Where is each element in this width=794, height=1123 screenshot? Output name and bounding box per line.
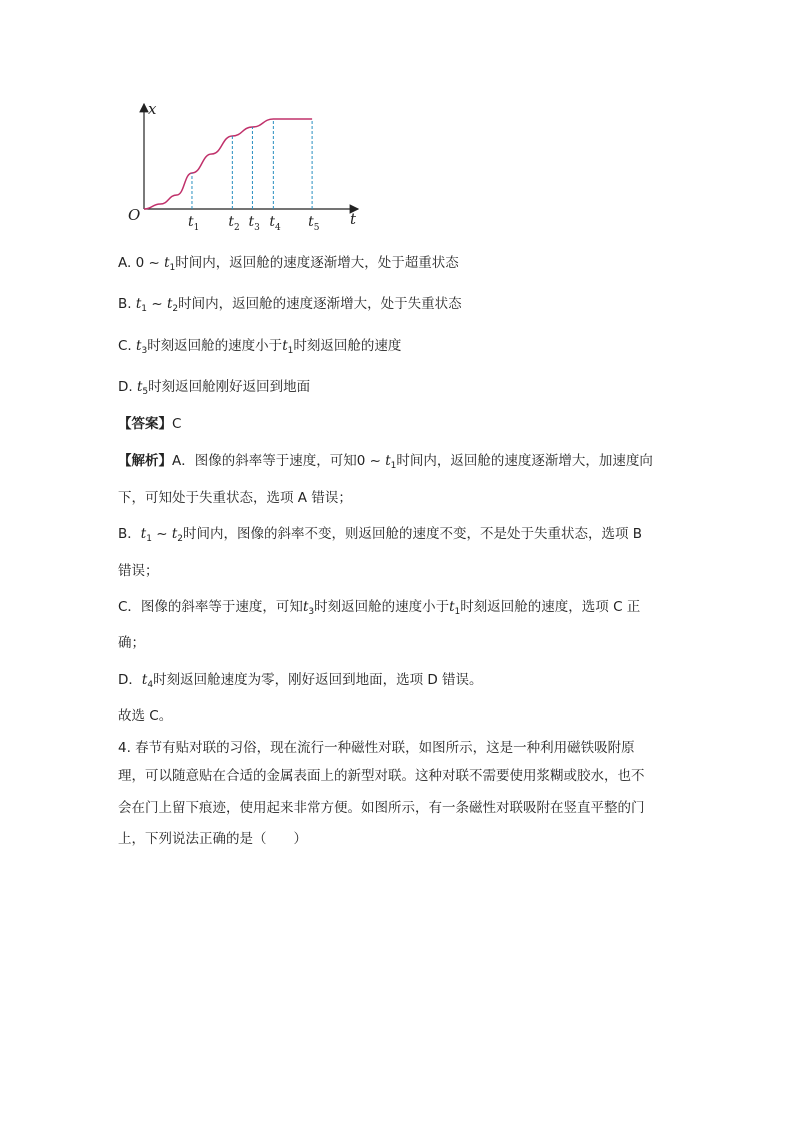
tick-sub-t5: 5 bbox=[313, 223, 320, 233]
tick-sub-t2: 2 bbox=[233, 223, 240, 233]
tick-label-t1: $t_1$ bbox=[187, 214, 200, 233]
option-c-mid: 时刻返回舱的速度小于 bbox=[147, 338, 283, 354]
x-axis-label: t bbox=[350, 210, 357, 228]
analysis-d-line bbox=[118, 670, 483, 695]
analysis-b-t2-sub: 2 bbox=[177, 534, 184, 544]
option-c-label: C. bbox=[118, 338, 132, 354]
option-b-sep: ~ bbox=[147, 296, 167, 312]
option-b bbox=[118, 294, 462, 319]
option-c-t1-sub: 3 bbox=[141, 346, 148, 356]
analysis-b-t1-sub: 1 bbox=[146, 534, 152, 544]
option-b-label: B. bbox=[118, 296, 132, 312]
analysis-c-pre: C．图像的斜率等于速度，可知 bbox=[118, 599, 303, 615]
analysis-a-post: 时间内，返回舱的速度逐渐增大，加速度向 bbox=[396, 453, 653, 469]
analysis-b-line1 bbox=[118, 524, 642, 549]
x-t-curve bbox=[144, 119, 312, 209]
x-t-chart-svg bbox=[118, 96, 368, 236]
question-4-line3: 会在门上留下痕迹，使用起来非常方便。如图所示，有一条磁性对联吸附在竖直平整的门 bbox=[118, 800, 645, 816]
analysis-tag: 【解析】 bbox=[118, 453, 172, 469]
option-c bbox=[118, 336, 401, 361]
option-b-t1-sub: 1 bbox=[141, 304, 148, 314]
analysis-b-sep: ~ bbox=[151, 526, 172, 542]
option-a-t: t bbox=[164, 255, 170, 271]
tick-sub-t1: 1 bbox=[193, 223, 200, 233]
option-c-t1: t bbox=[136, 338, 142, 354]
answer-tag: 【答案】 bbox=[118, 416, 172, 432]
analysis-a-t-sub: 1 bbox=[390, 461, 397, 471]
option-d-t: t bbox=[136, 379, 143, 395]
analysis-a-zero: 0 ~ bbox=[356, 453, 386, 469]
analysis-a-line1 bbox=[118, 451, 653, 476]
option-a-range-start: 0 ~ bbox=[135, 255, 165, 271]
analysis-c-line1 bbox=[118, 597, 640, 622]
tick-sub-t4: 4 bbox=[274, 223, 281, 233]
question-4-line1: 4. 春节有贴对联的习俗，现在流行一种磁性对联，如图所示，这是一种利用磁铁吸附原 bbox=[118, 740, 635, 756]
option-c-t2: t bbox=[282, 338, 288, 354]
analysis-c-line2: 确； bbox=[118, 635, 145, 651]
question-4-line2: 理，可以随意贴在合适的金属表面上的新型对联。这种对联不需要使用浆糊或胶水，也不 bbox=[118, 768, 645, 784]
tick-label-t5: $t_5$ bbox=[308, 214, 320, 233]
analysis-d-post: 时刻返回舱速度为零，刚好返回到地面，选项 D 错误。 bbox=[153, 672, 483, 688]
option-a-label: A. bbox=[118, 255, 132, 271]
analysis-d-t-sub: 4 bbox=[147, 680, 154, 690]
analysis-c-mid: 时刻返回舱的速度小于 bbox=[314, 599, 450, 615]
analysis-b-line2: 错误； bbox=[118, 563, 159, 579]
option-a-text: 时间内，返回舱的速度逐渐增大，处于超重状态 bbox=[175, 255, 459, 271]
analysis-a-t: t bbox=[385, 453, 391, 469]
tick-label-t4: $t_4$ bbox=[269, 214, 281, 233]
answer-value: C bbox=[172, 416, 182, 432]
analysis-b-t1: t bbox=[140, 526, 147, 542]
x-t-graph bbox=[118, 96, 368, 236]
analysis-c-t1-sub: 3 bbox=[308, 607, 315, 617]
option-c-text: 时刻返回舱的速度 bbox=[293, 338, 402, 354]
answer-line bbox=[118, 414, 181, 434]
y-axis-label: x bbox=[148, 100, 157, 118]
analysis-b-pre: B． bbox=[118, 526, 141, 542]
analysis-c-t1: t bbox=[302, 599, 309, 615]
analysis-a-line2: 下，可知处于失重状态，选项 A 错误； bbox=[118, 490, 352, 506]
option-b-t2: t bbox=[166, 296, 173, 312]
option-a-t-sub: 1 bbox=[169, 263, 176, 273]
option-d-label: D. bbox=[118, 379, 133, 395]
tick-sub-t3: 3 bbox=[254, 223, 260, 233]
analysis-c-t2-sub: 1 bbox=[454, 607, 461, 617]
option-b-text: 时间内，返回舱的速度逐渐增大，处于失重状态 bbox=[178, 296, 462, 312]
analysis-b-post: 时间内，图像的斜率不变，则返回舱的速度不变，不是处于失重状态，选项 B bbox=[183, 526, 643, 542]
analysis-conclusion: 故选 C。 bbox=[118, 708, 173, 724]
analysis-c-post: 时刻返回舱的速度，选项 C 正 bbox=[460, 599, 641, 615]
option-d-text: 时刻返回舱刚好返回到地面 bbox=[148, 379, 311, 395]
option-d bbox=[118, 377, 310, 402]
option-d-t-sub: 5 bbox=[142, 387, 149, 397]
option-b-t2-sub: 2 bbox=[172, 304, 179, 314]
option-b-t1: t bbox=[135, 296, 142, 312]
analysis-d-t: t bbox=[141, 672, 148, 688]
analysis-b-t2: t bbox=[171, 526, 178, 542]
analysis-c-t2: t bbox=[449, 599, 455, 615]
question-4-line4: 上，下列说法正确的是（ ） bbox=[118, 831, 307, 847]
option-c-t2-sub: 1 bbox=[287, 346, 294, 356]
analysis-a-pre: A．图像的斜率等于速度，可知 bbox=[172, 453, 357, 469]
tick-label-t3: $t_3$ bbox=[248, 214, 260, 233]
origin-label: O bbox=[128, 206, 141, 224]
option-a bbox=[118, 253, 459, 278]
tick-label-t2: $t_2$ bbox=[228, 214, 240, 233]
analysis-d-pre: D． bbox=[118, 672, 142, 688]
